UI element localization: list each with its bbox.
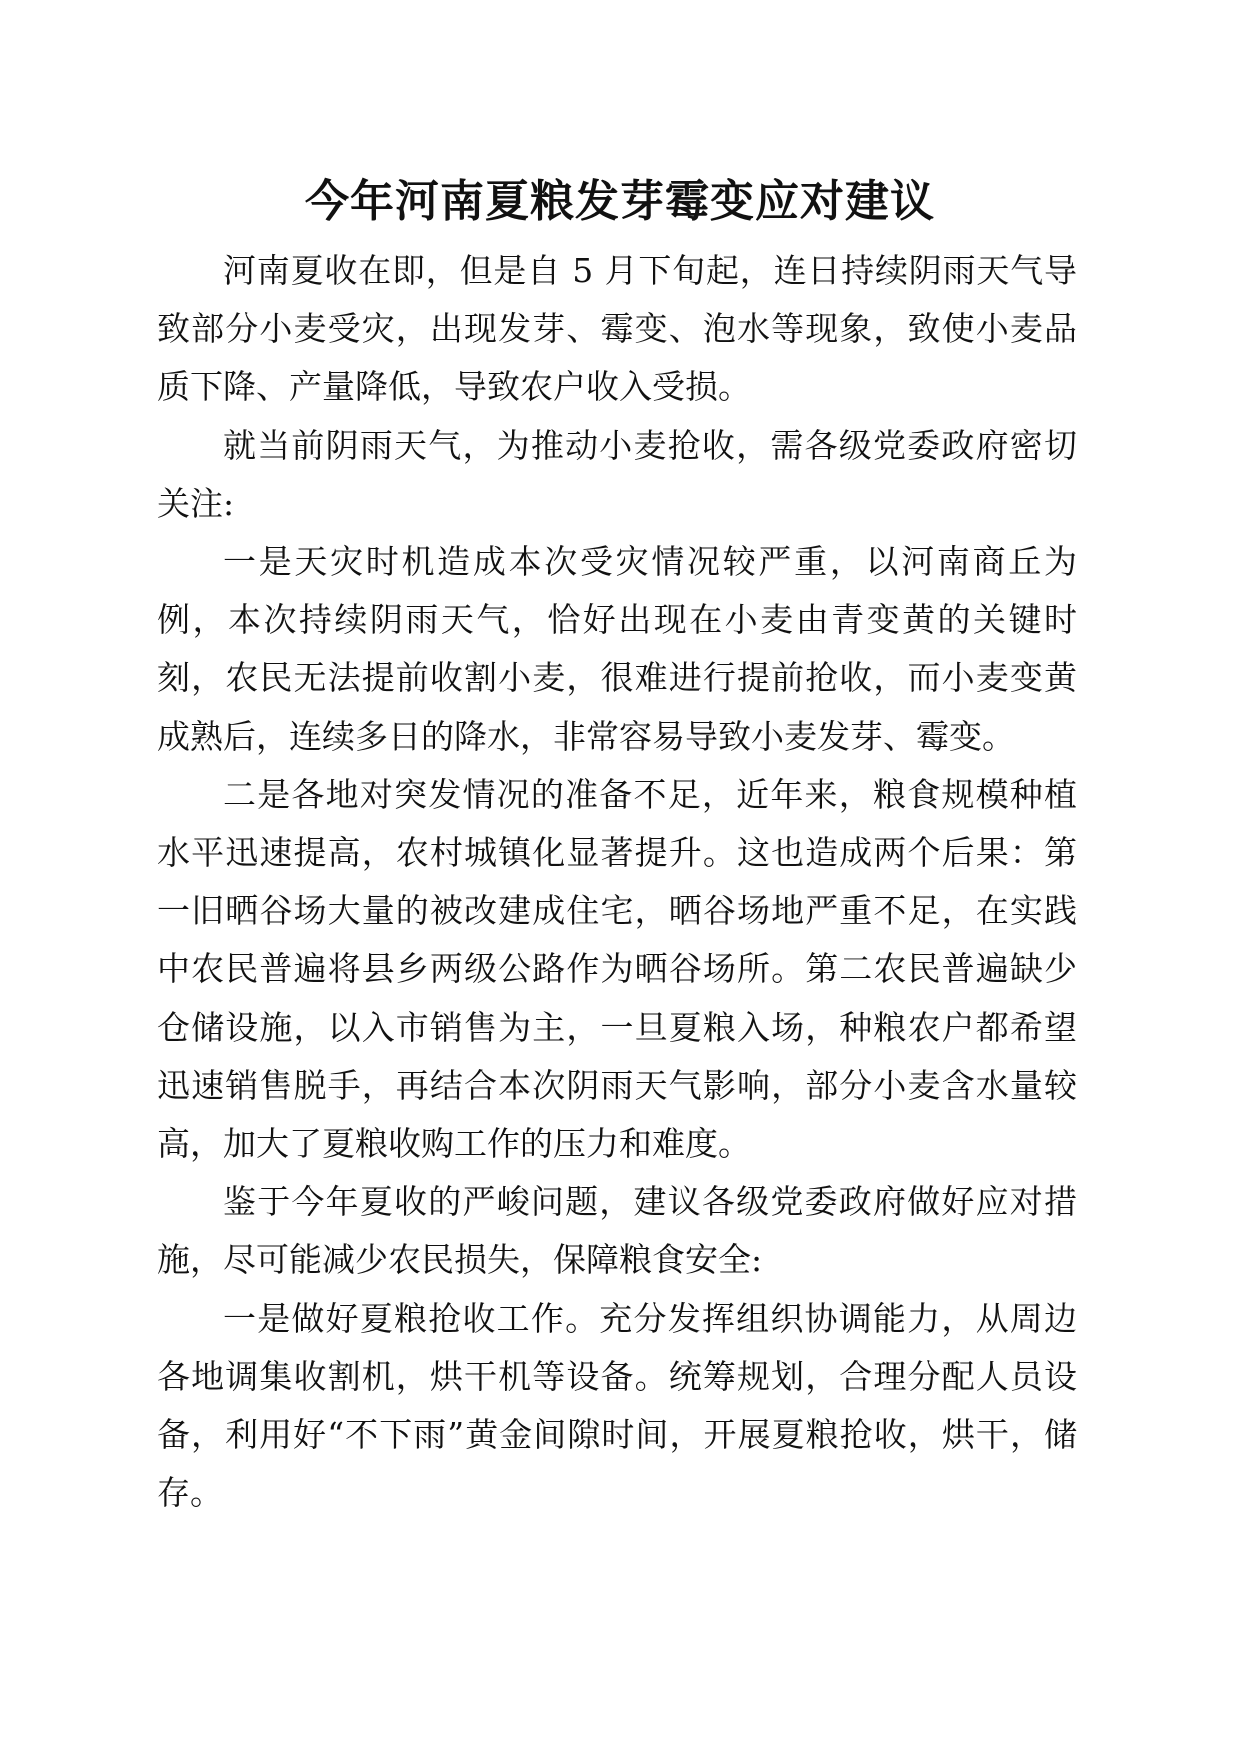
document-title: 今年河南夏粮发芽霉变应对建议 bbox=[305, 176, 935, 227]
paragraph-attention: 就当前阴雨天气，为推动小麦抢收，需各级党委政府密切关注: bbox=[157, 425, 1077, 523]
paragraph-point-2: 二是各地对突发情况的准备不足，近年来，粮食规模种植水平迅速提高，农村城镇化显著提升。这也造成两个后果：第一旧晒谷场大量的被改建成住宅，晒谷场地严重不足，在实践中农民普遍将县乡两级公路作为晒谷场所。第二农民普遍缺少仓储设施，以入市销售为主，一旦夏粮入场，种粮农户都希望迅速销售脱手，再结合本次阴雨天气影响，部分小麦含水量较高，加大了夏粮收购工作的压力和难度。 bbox=[157, 774, 1077, 1164]
paragraph-point-1: 一是天灾时机造成本次受灾情况较严重，以河南商丘为例，本次持续阴雨天气，恰好出现在小麦由青变黄的关键时刻，农民无法提前收割小麦，很难进行提前抢收，而小麦变黄成熟后，连续多日的降水，非常容易导致小麦发芽、霉变。 bbox=[157, 542, 1077, 756]
paragraph-suggestions: 鉴于今年夏收的严峻问题，建议各级党委政府做好应对措施，尽可能减少农民损失，保障粮食安全: bbox=[157, 1182, 1077, 1280]
paragraph-suggestion-1: 一是做好夏粮抢收工作。充分发挥组织协调能力，从周边各地调集收割机，烘干机等设备。统筹规划，合理分配人员设备，利用好“不下雨”黄金间隙时间，开展夏粮抢收，烘干，储存。 bbox=[157, 1298, 1077, 1513]
paragraph-intro: 河南夏收在即，但是自 5 月下旬起，连日持续阴雨天气导致部分小麦受灾，出现发芽、霉变、泡水等现象，致使小麦品质下降、产量降低，导致农户收入受损。 bbox=[157, 251, 1077, 407]
document-body bbox=[157, 242, 1077, 1522]
